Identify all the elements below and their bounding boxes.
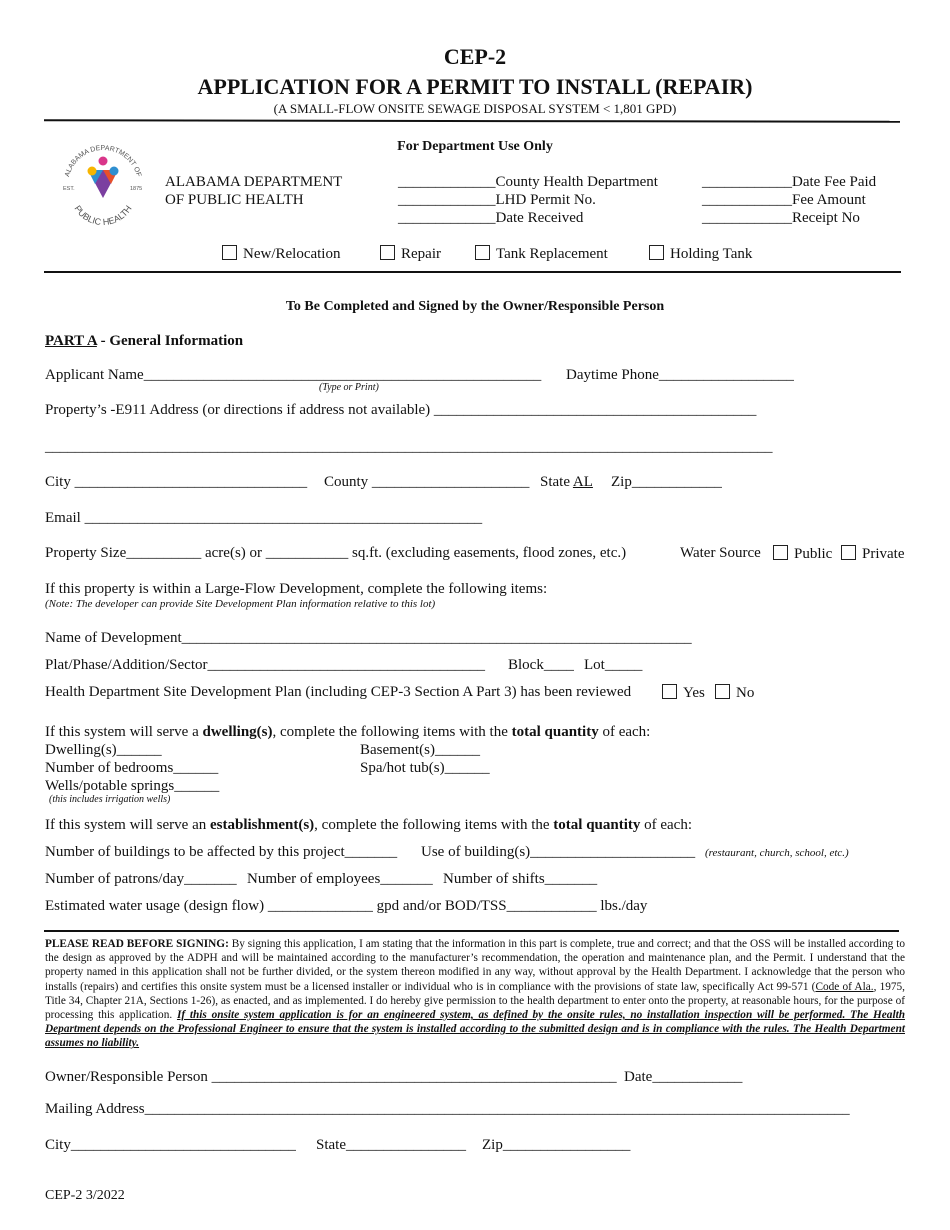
- large-flow-note: (Note: The developer can provide Site Development Plan information relative to this lot): [45, 598, 436, 610]
- type-or-print-note: (Type or Print): [319, 382, 379, 393]
- disclaimer-rule: [44, 930, 899, 932]
- part-a-title: - General Information: [96, 333, 244, 349]
- shifts-field[interactable]: Number of shifts_______: [443, 871, 598, 887]
- text-run: of each:: [640, 817, 693, 833]
- text-run: , complete the following items with the: [314, 817, 554, 833]
- state-value: AL: [572, 474, 593, 490]
- checkbox-box[interactable]: [380, 245, 395, 260]
- logo-est: EST.: [63, 186, 75, 192]
- receipt-no-field[interactable]: ____________Receipt No: [702, 210, 860, 226]
- dwelling-instruction: [45, 724, 650, 741]
- form-id-footer: CEP-2 3/2022: [45, 1188, 125, 1203]
- disclaimer-body: , 1975, Title 34, Chapter 21A, Sections 1-26), as enacted, and as implemented. I do hereby give permission to the health department to enter onto the property, at reasonable hours, for the purpose of processing this application.: [45, 980, 905, 1022]
- checkbox-box[interactable]: [222, 245, 237, 260]
- date-received-field[interactable]: _____________Date Received: [398, 210, 584, 226]
- mailing-city-field[interactable]: City______________________________: [45, 1137, 296, 1153]
- checkbox-water-public[interactable]: [773, 545, 832, 563]
- wells-note: (this includes irrigation wells): [49, 794, 171, 805]
- text-bold: total quantity: [511, 724, 599, 740]
- checkbox-tank-replacement[interactable]: [475, 245, 608, 263]
- employees-field[interactable]: Number of employees_______: [247, 871, 433, 887]
- dept-use-heading: For Department Use Only: [397, 139, 553, 154]
- daytime-phone-field[interactable]: Daytime Phone__________________: [566, 367, 794, 383]
- checkbox-repair[interactable]: [380, 245, 441, 263]
- mailing-state-field[interactable]: State________________: [316, 1137, 466, 1153]
- plat-phase-field[interactable]: Plat/Phase/Addition/Sector_____________________________________: [45, 657, 485, 673]
- logo-year: 1875: [130, 186, 143, 192]
- checkbox-label: Tank Replacement: [496, 246, 608, 262]
- checkbox-site-plan-no[interactable]: [715, 684, 754, 702]
- checkbox-box[interactable]: [662, 684, 677, 699]
- checkbox-label: Private: [862, 546, 905, 562]
- checkbox-label: Holding Tank: [670, 246, 753, 262]
- svg-text:PUBLIC HEALTH: [72, 204, 133, 228]
- zip-field[interactable]: Zip____________: [611, 474, 722, 490]
- bedrooms-field[interactable]: Number of bedrooms______: [45, 760, 219, 776]
- disclaimer-emphasis: If this onsite system application is for an engineered system, as defined by the onsite rules, no installation inspection will be performed. The Health Department depends on the Professional Engineer to ensure that the system is installed according to the submitted design and is in compliance with the rules. The Health Department assumes no liability.: [45, 1009, 906, 1050]
- org-name-line1: ALABAMA DEPARTMENT: [165, 174, 343, 190]
- form-code: CEP-2: [443, 44, 507, 69]
- checkbox-label: No: [736, 685, 755, 701]
- page-title: APPLICATION FOR A PERMIT TO INSTALL (REPAIR): [197, 74, 753, 99]
- mailing-address-field[interactable]: Mailing Address______________________________________________________________________________________________: [45, 1101, 850, 1117]
- text-run: If this system will serve a: [45, 724, 203, 740]
- state-label: State: [540, 474, 573, 490]
- org-name-line2: OF PUBLIC HEALTH: [165, 192, 304, 208]
- checkbox-holding-tank[interactable]: [649, 245, 752, 263]
- text-bold: total quantity: [553, 817, 641, 833]
- text-run: of each:: [598, 724, 651, 740]
- page-subtitle: (A SMALL-FLOW ONSITE SEWAGE DISPOSAL SYSTEM < 1,801 GPD): [273, 101, 677, 116]
- checkbox-label: Yes: [683, 685, 705, 701]
- checkbox-box[interactable]: [773, 545, 788, 560]
- wells-field[interactable]: Wells/potable springs______: [45, 778, 220, 794]
- dept-use-rule: [44, 271, 901, 273]
- checkbox-box[interactable]: [649, 245, 664, 260]
- disclaimer-body: By signing this application, I am stating that the information in this part is complete, true and correct; and that the OSS will be installed according to the design as approved by the ADPH and will be maintained according to the manufacturer’s recommendation, the operation and maintenance plan, and the Permit. I understand that the property named in this application shall not be further divided, or the system thereon modified in any way, without approval by the Health Department. I acknowledge that the person who installs (repairs) and certifies this onsite system must be a licensed installer or individual who is in compliance with the provisions of state law, specifically Act 99-571 (: [45, 938, 905, 993]
- property-size-field[interactable]: Property Size__________ acre(s) or ___________ sq.ft. (excluding easements, flood zones, etc.): [45, 545, 627, 561]
- signature-date-field[interactable]: Date____________: [624, 1069, 743, 1085]
- patrons-field[interactable]: Number of patrons/day_______: [45, 871, 237, 887]
- dwellings-field[interactable]: Dwelling(s)______: [45, 742, 162, 758]
- property-address-field[interactable]: Property’s -E911 Address (or directions if address not available) ___________________________________________: [45, 402, 757, 418]
- owner-signature-field[interactable]: Owner/Responsible Person ______________________________________________________: [45, 1069, 617, 1085]
- text-bold: dwelling(s): [202, 724, 273, 740]
- development-name-field[interactable]: Name of Development____________________________________________________________________: [45, 630, 692, 646]
- checkbox-new-relocation[interactable]: [222, 245, 340, 263]
- checkbox-water-private[interactable]: [841, 545, 905, 563]
- disclaimer-lead: PLEASE READ BEFORE SIGNING:: [45, 938, 229, 950]
- adph-logo: [58, 140, 148, 230]
- city-field[interactable]: City _______________________________: [45, 474, 308, 490]
- text-run: , complete the following items with the: [272, 724, 512, 740]
- disclaimer-text: [45, 937, 905, 1051]
- property-address-continued[interactable]: _________________________________________________________________________________________________: [45, 439, 773, 455]
- text-run: If this system will serve an: [45, 817, 210, 833]
- text-bold: establishment(s): [209, 817, 315, 833]
- spa-field[interactable]: Spa/hot tub(s)______: [360, 760, 490, 776]
- part-a-heading: [45, 333, 243, 350]
- checkbox-box[interactable]: [475, 245, 490, 260]
- basements-field[interactable]: Basement(s)______: [360, 742, 480, 758]
- section-heading: To Be Completed and Signed by the Owner/Responsible Person: [285, 299, 665, 314]
- site-plan-question: Health Department Site Development Plan (including CEP-3 Section A Part 3) has been reviewed: [45, 684, 632, 700]
- lot-field[interactable]: Lot_____: [584, 657, 643, 673]
- county-health-dept-field[interactable]: _____________County Health Department: [398, 174, 658, 190]
- checkbox-box[interactable]: [841, 545, 856, 560]
- email-field[interactable]: Email _____________________________________________________: [45, 510, 483, 526]
- header-rule: [44, 119, 900, 122]
- checkbox-label: New/Relocation: [243, 246, 341, 262]
- lhd-permit-field[interactable]: _____________LHD Permit No.: [398, 192, 596, 208]
- large-flow-instruction: If this property is within a Large-Flow Development, complete the following items:: [45, 581, 548, 597]
- checkbox-box[interactable]: [715, 684, 730, 699]
- mailing-zip-field[interactable]: Zip_________________: [482, 1137, 631, 1153]
- establishment-instruction: [45, 817, 692, 834]
- date-fee-paid-field[interactable]: ____________Date Fee Paid: [702, 174, 877, 190]
- building-use-note: (restaurant, church, school, etc.): [705, 847, 849, 859]
- checkbox-site-plan-yes[interactable]: [662, 684, 705, 702]
- code-reference: Code of Ala.: [815, 980, 874, 993]
- water-source-label: Water Source: [680, 545, 761, 561]
- state-field[interactable]: [540, 474, 593, 491]
- county-field[interactable]: County _____________________: [324, 474, 530, 490]
- checkbox-label: Repair: [401, 246, 441, 262]
- applicant-name-field[interactable]: Applicant Name_____________________________________________________: [45, 367, 542, 383]
- part-a-label: PART A: [45, 333, 97, 349]
- logo-ring-bottom: PUBLIC HEALTH: [72, 203, 134, 228]
- buildings-count-field[interactable]: Number of buildings to be affected by this project_______: [45, 844, 398, 860]
- fee-amount-field[interactable]: ____________Fee Amount: [702, 192, 866, 208]
- block-field[interactable]: Block____: [508, 657, 574, 673]
- checkbox-label: Public: [794, 546, 833, 562]
- water-usage-field[interactable]: Estimated water usage (design flow) ______________ gpd and/or BOD/TSS____________ lbs./day: [45, 898, 648, 914]
- building-use-field[interactable]: Use of building(s)______________________: [421, 844, 696, 860]
- logo-ring-top: ALABAMA DEPARTMENT OF: [64, 144, 142, 178]
